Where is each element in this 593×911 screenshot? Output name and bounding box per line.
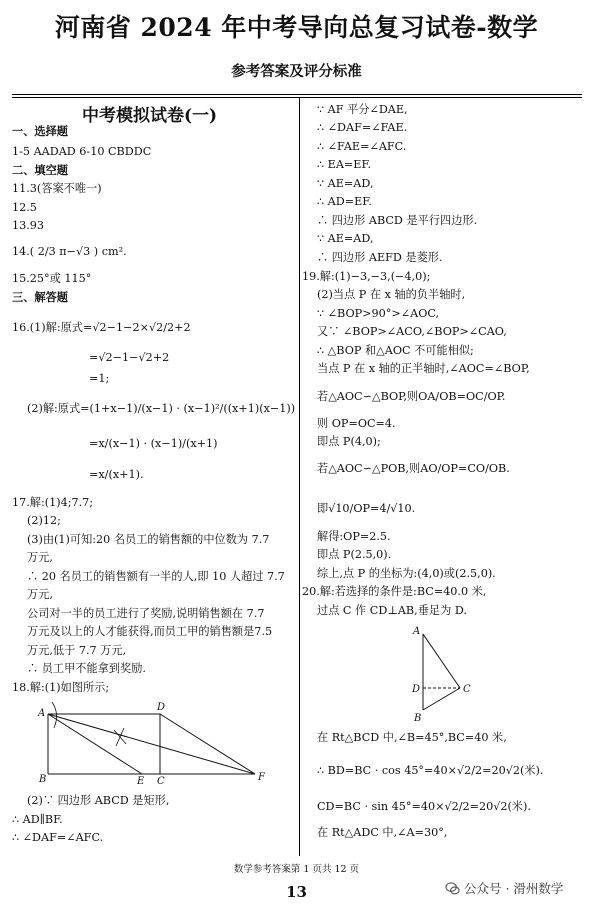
answer-line: 在 Rt△ADC 中,∠A=30°, — [317, 826, 448, 839]
segment-ac — [423, 634, 460, 688]
answer-line: ∴ AD=EF. — [317, 195, 372, 208]
answer-line: ∴ 员工甲不能拿到奖励. — [27, 662, 146, 675]
figure-label: B — [414, 713, 422, 724]
answer-line: 当点 P 在 x 轴的正半轴时,∠AOC=∠BOP, — [317, 362, 530, 375]
answer-line: 在 Rt△BCD 中,∠B=45°,BC=40 米, — [317, 731, 507, 744]
answer-line: =√2−1−√2+2 — [89, 351, 170, 364]
figure-label: C — [157, 776, 165, 787]
answer-line: 17.解:(1)4;7.7; — [12, 496, 94, 509]
answer-line: 即点 P(2.5,0). — [317, 548, 392, 561]
answer-line: 万元, — [27, 551, 53, 564]
answer-line: 过点 C 作 CD⊥AB,垂足为 D. — [317, 604, 467, 617]
answer-line: 即点 P(4,0); — [317, 435, 381, 448]
answer-line: (2)解:原式=(1+x−1)/(x−1) · (x−1)²/((x+1)(x−1)) — [27, 402, 296, 415]
figure-label: C — [463, 684, 471, 695]
answer-line: (3)由(1)可知:20 名员工的销售额的中位数为 7.7 — [27, 533, 270, 546]
answer-line: ∵ AE=AD, — [317, 177, 374, 190]
figure-label: D — [157, 702, 166, 713]
answer-line: 万元, — [27, 588, 53, 601]
answer-line: 14.( 2/3 π−√3 ) cm². — [12, 245, 127, 258]
answer-line: 则 OP=OC=4. — [317, 417, 396, 430]
column-divider — [299, 98, 300, 856]
answer-line: 16.(1)解:原式=√2−1−2×√2/2+2 — [12, 321, 191, 334]
answer-line: ∵ ∠BOP>90°>∠AOC, — [317, 307, 440, 320]
document-subtitle: 参考答案及评分标准 — [231, 63, 362, 80]
answer-line: 13.93 — [12, 219, 45, 232]
figure-label: B — [39, 774, 47, 785]
watermark-text: 公众号 · 滑州数学 — [464, 881, 564, 896]
answer-line: 11.3(答案不唯一) — [12, 182, 102, 195]
answer-line: 万元,低于 7.7 万元, — [27, 644, 127, 657]
answer-line: CD=BC · sin 45°=40×√2/2=20√2(米). — [317, 800, 531, 813]
section-heading: 三、解答题 — [12, 290, 68, 304]
figure-label: A — [38, 708, 46, 719]
answer-line: ∴ 四边形 ABCD 是平行四边形. — [317, 214, 478, 227]
answer-line: ∴ ∠DAF=∠AFC. — [12, 831, 104, 844]
answer-line: ∴ EA=EF. — [317, 158, 372, 171]
section-heading: 一、选择题 — [12, 124, 68, 138]
answer-line: 解得:OP=2.5. — [317, 530, 391, 543]
page-number: 13 — [286, 883, 307, 901]
answer-line: ∴ BD=BC · cos 45°=40×√2/2=20√2(米). — [317, 764, 544, 777]
wechat-icon — [445, 881, 460, 896]
answer-line: ∴ 四边形 AEFD 是菱形. — [317, 251, 443, 264]
segment-bc — [423, 688, 460, 710]
answer-line: 18.解:(1)如图所示; — [12, 681, 110, 694]
answer-line: 12.5 — [12, 201, 37, 214]
top-rule-inner — [12, 97, 582, 98]
triangle-figure — [405, 622, 485, 722]
answer-line: ∵ AE=AD, — [317, 232, 374, 245]
segment-ae — [48, 714, 142, 774]
section-heading: 二、填空题 — [12, 163, 68, 177]
answer-line: 20.解:若选择的条件是:BC=40.0 米, — [302, 585, 487, 598]
answer-line: 又∵ ∠BOP>∠ACO,∠BOP>∠CAO, — [317, 325, 507, 338]
construction-arc — [114, 728, 126, 746]
answer-line: (2)∵ 四边形 ABCD 是矩形, — [27, 794, 170, 807]
watermark — [445, 879, 563, 897]
answer-line: ∴ ∠FAE=∠AFC. — [317, 140, 407, 153]
answer-line: ∴ 20 名员工的销售额有一半的人,即 10 人超过 7.7 — [27, 570, 285, 583]
top-rule — [12, 94, 582, 95]
answer-line: (2)当点 P 在 x 轴的负半轴时, — [317, 288, 466, 301]
answer-line: (2)12; — [27, 514, 61, 527]
figure-label: A — [413, 626, 421, 637]
segment-af — [48, 714, 255, 774]
answer-line: 19.解:(1)−3,−3,(−4,0); — [302, 270, 431, 283]
answer-line: =1; — [89, 372, 110, 385]
figure-label: F — [258, 772, 265, 783]
figure-label: D — [412, 684, 421, 695]
figure-label: E — [137, 776, 145, 787]
answer-line: 若△AOC∽△BOP,则OA/OB=OC/OP. — [317, 390, 506, 403]
answer-line: 若△AOC∽△POB,则AO/OP=CO/OB. — [317, 462, 510, 475]
answer-line: 即√10/OP=4/√10. — [317, 502, 416, 515]
exam-title: 中考模拟试卷(一) — [81, 106, 218, 126]
answer-line: 综上,点 P 的坐标为:(4,0)或(2.5,0). — [317, 567, 496, 580]
segment-df — [160, 714, 255, 774]
answer-line: =x/(x+1). — [89, 468, 144, 481]
answer-line: ∴ ∠DAF=∠FAE. — [317, 121, 408, 134]
answer-line: ∵ AF 平分∠DAE, — [317, 103, 408, 116]
rectangle-figure — [30, 700, 270, 785]
page-footer: 数学参考答案第 1 页共 12 页 — [233, 864, 360, 875]
answer-line: ∴ AD∥BF. — [12, 813, 63, 826]
answer-line: =x/(x−1) · (x−1)/(x+1) — [89, 437, 218, 450]
answer-line: 万元及以上的人才能获得,而员工甲的销售额是7.5 — [27, 625, 273, 638]
answer-line: ∴ △BOP 和△AOC 不可能相似; — [317, 344, 474, 357]
answer-line: 1-5 AADAD 6-10 CBDDC — [12, 145, 152, 158]
answer-line: 15.25°或 115° — [12, 272, 92, 285]
document-title: 河南省 2024 年中考导向总复习试卷-数学 — [54, 13, 539, 42]
answer-line: 公司对一半的员工进行了奖励,说明销售额在 7.7 — [27, 607, 265, 620]
